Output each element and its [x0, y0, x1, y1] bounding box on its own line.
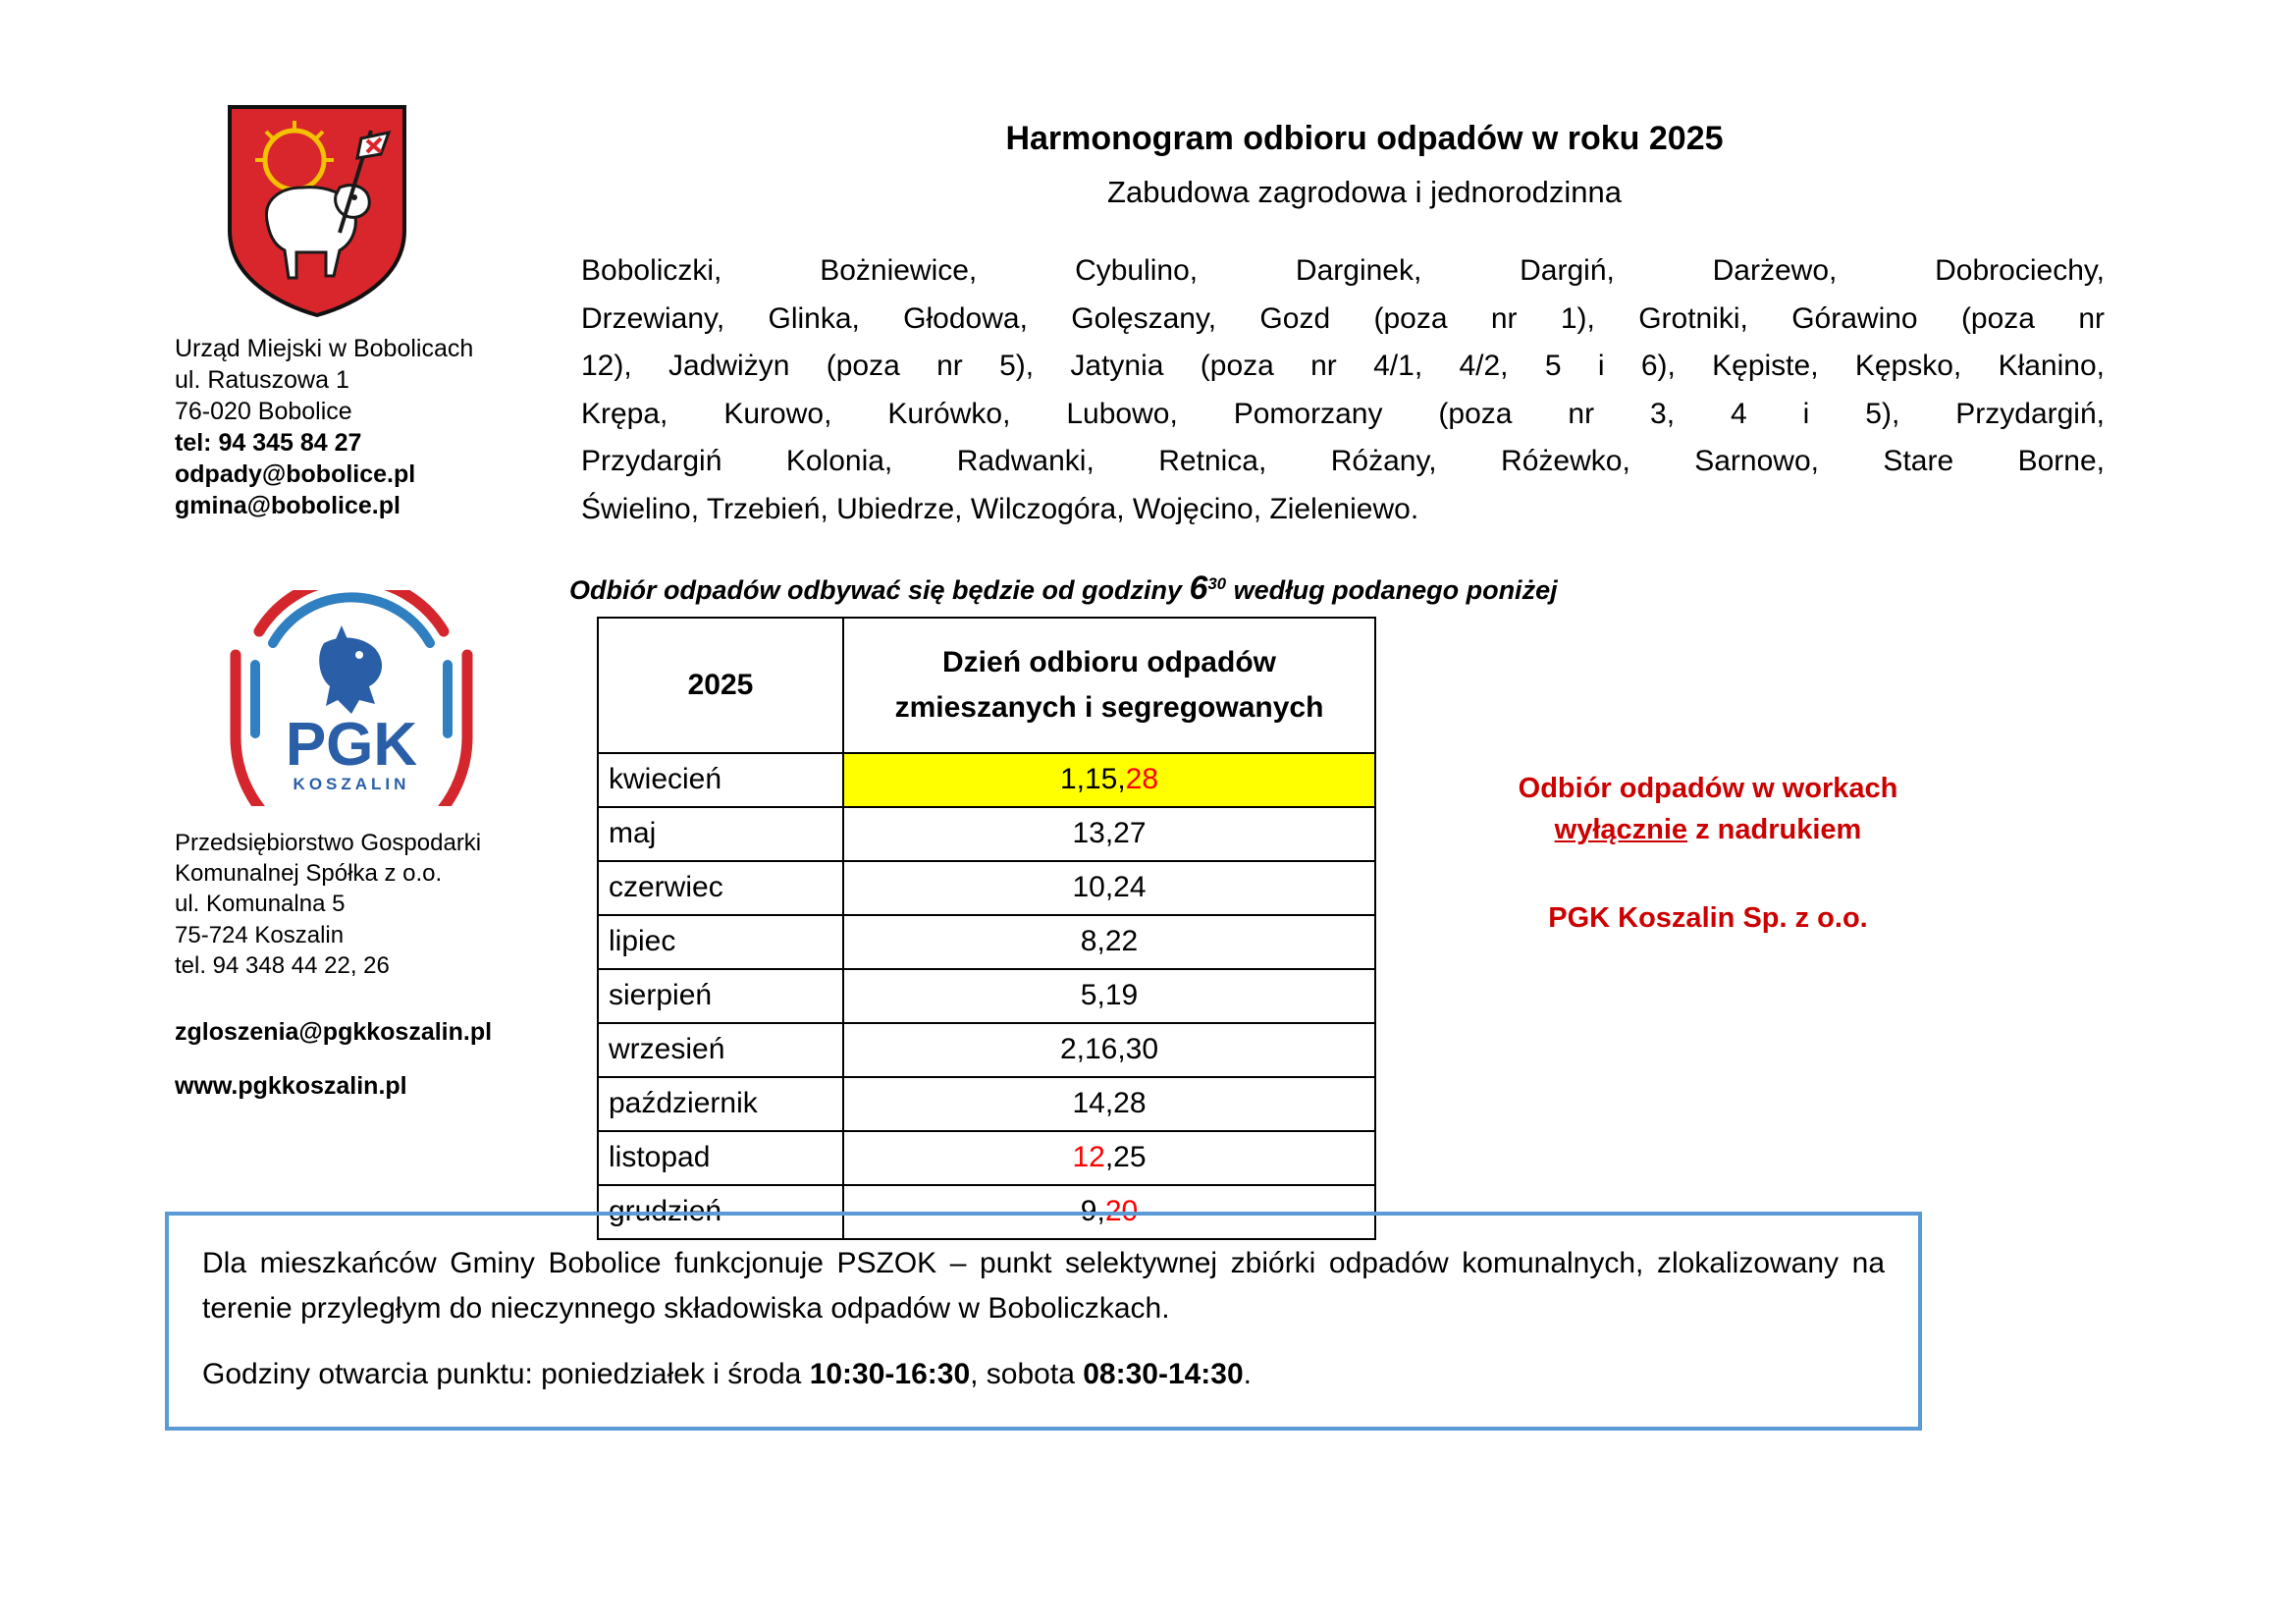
days-black: 10,24 [1072, 870, 1147, 903]
office-city: 76-020 Bobolice [175, 398, 352, 425]
pgk-name-line1: Przedsiębiorstwo Gospodarki [175, 830, 482, 856]
hours-prefix: Odbiór odpadów odbywać się będzie od godziny [569, 575, 1190, 605]
table-header-days-line2: zmieszanych i segregowanych [894, 691, 1324, 724]
table-header-year: 2025 [598, 618, 843, 753]
street-line: Krępa, Kurowo, Kurówko, Lubowo, Pomorzany (poza nr 3, 4 i 5), Przydargiń, [581, 397, 2105, 430]
svg-text:PGK: PGK [285, 711, 418, 779]
days-black: 9, [1080, 1194, 1105, 1227]
street-line: Przydargiń Kolonia, Radwanki, Retnica, Różany, Różewko, Sarnowo, Stare Borne, [581, 445, 2105, 478]
table-header-row [598, 618, 1375, 753]
office-email-gmina[interactable]: gmina@bobolice.pl [175, 492, 400, 519]
days-cell [843, 861, 1375, 915]
bobolice-coat-of-arms [224, 103, 410, 319]
table-body [598, 753, 1375, 1239]
hours-suffix: według podanego poniżej [1226, 575, 1558, 605]
month-cell: maj [598, 807, 843, 861]
table-row [598, 861, 1375, 915]
days-cell [843, 1023, 1375, 1077]
collection-schedule-table [597, 617, 1376, 1240]
left-column [175, 103, 587, 1101]
days-red: 12 [1072, 1140, 1105, 1173]
bag-notice-emphasis: wyłącznie [1554, 814, 1688, 846]
office-name: Urząd Miejski w Bobolicach [175, 335, 474, 362]
hours-value: 6 [1189, 569, 1208, 607]
month-cell: październik [598, 1077, 843, 1131]
pszok-hours-saturday: 08:30-14:30 [1083, 1358, 1244, 1391]
office-address [175, 333, 587, 521]
month-cell: czerwiec [598, 861, 843, 915]
days-red: 20 [1104, 1194, 1139, 1227]
days-black: 8,22 [1080, 924, 1139, 957]
pszok-hours-suffix: . [1243, 1358, 1253, 1391]
bag-notice-line1: Odbiór odpadów w workach [1518, 773, 1898, 804]
month-cell: grudzień [598, 1185, 843, 1239]
office-street: ul. Ratuszowa 1 [175, 366, 349, 394]
street-line: Drzewiany, Glinka, Głodowa, Golęszany, Gozd (poza nr 1), Grotniki, Górawino (poza nr [581, 301, 2105, 335]
street-list [581, 247, 2105, 534]
days-cell [843, 915, 1375, 969]
svg-text:KOSZALIN: KOSZALIN [293, 775, 410, 793]
table-row [598, 753, 1375, 807]
days-cell [843, 753, 1375, 807]
pgk-address [175, 828, 587, 981]
days-black: 14,28 [1072, 1086, 1147, 1119]
pszok-hours-weekday: 10:30-16:30 [809, 1358, 971, 1391]
office-email-odpady[interactable]: odpady@bobolice.pl [175, 460, 416, 488]
month-cell: kwiecień [598, 753, 843, 807]
table-row [598, 915, 1375, 969]
days-black: 13,27 [1072, 816, 1147, 849]
pgk-city: 75-724 Koszalin [175, 921, 345, 948]
collection-hours-note [569, 569, 1558, 608]
pgk-email[interactable]: zgloszenia@pgkkoszalin.pl [175, 1017, 493, 1046]
page-title: Harmonogram odbioru odpadów w roku 2025 [1005, 120, 1724, 157]
street-line: Świelino, Trzebień, Ubiedrze, Wilczogóra, Wojęcino, Zieleniewo. [581, 492, 1419, 525]
street-line: 12), Jadwiżyn (poza nr 5), Jatynia (poza nr 4/1, 4/2, 5 i 6), Kępiste, Kępsko, Kłanino, [581, 350, 2105, 383]
table-row [598, 1023, 1375, 1077]
office-phone: tel: 94 345 84 27 [175, 429, 362, 457]
pgk-phone: tel. 94 348 44 22, 26 [175, 951, 390, 979]
month-cell: lipiec [598, 915, 843, 969]
days-black: ,25 [1104, 1140, 1147, 1173]
bag-notice-company: PGK Koszalin Sp. z o.o. [1548, 902, 1868, 935]
pszok-paragraph-1: Dla mieszkańców Gminy Bobolice funkcjonuje PSZOK – punkt selektywnej zbiórki odpadów komunalnych, zlokalizowany na terenie przyległym do nieczynnego składowiska odpadów w Boboliczkach. [202, 1247, 1885, 1325]
table-header-days-line1: Dzień odbioru odpadów [942, 645, 1276, 678]
days-red: 28 [1125, 762, 1159, 795]
pszok-hours-mid: , sobota [970, 1358, 1084, 1391]
table-row [598, 969, 1375, 1023]
pgk-street: ul. Komunalna 5 [175, 891, 346, 918]
hours-minutes: 30 [1207, 574, 1227, 593]
bag-notice-line2 [1433, 809, 1983, 850]
month-cell: listopad [598, 1131, 843, 1185]
days-cell [843, 807, 1375, 861]
pgk-website[interactable]: www.pgkkoszalin.pl [175, 1072, 407, 1101]
pszok-hours-prefix: Godziny otwarcia punktu: poniedziałek i środa [202, 1358, 810, 1391]
days-cell [843, 1077, 1375, 1131]
days-black: 2,16,30 [1059, 1032, 1159, 1065]
bag-notice [1433, 768, 1983, 939]
days-cell [843, 1131, 1375, 1185]
days-black: 1,15, [1059, 762, 1126, 795]
pgk-name-line2: Komunalnej Spółka z o.o. [175, 860, 443, 888]
table-row [598, 1131, 1375, 1185]
pszok-info-box [165, 1212, 1922, 1431]
table-header-days [843, 618, 1375, 753]
days-black: 5,19 [1080, 978, 1139, 1011]
street-line: Boboliczki, Bożniewice, Cybulino, Darginek, Dargiń, Darżewo, Dobrociechy, [581, 254, 2105, 287]
days-cell [843, 969, 1375, 1023]
table-row [598, 1077, 1375, 1131]
pszok-paragraph-2 [202, 1352, 1885, 1397]
pgk-koszalin-logo [194, 590, 508, 806]
page-subtitle: Zabudowa zagrodowa i jednorodzinna [1107, 175, 1622, 209]
table-row [598, 807, 1375, 861]
month-cell: wrzesień [598, 1023, 843, 1077]
bag-notice-rest: z nadrukiem [1687, 814, 1862, 846]
month-cell: sierpień [598, 969, 843, 1023]
